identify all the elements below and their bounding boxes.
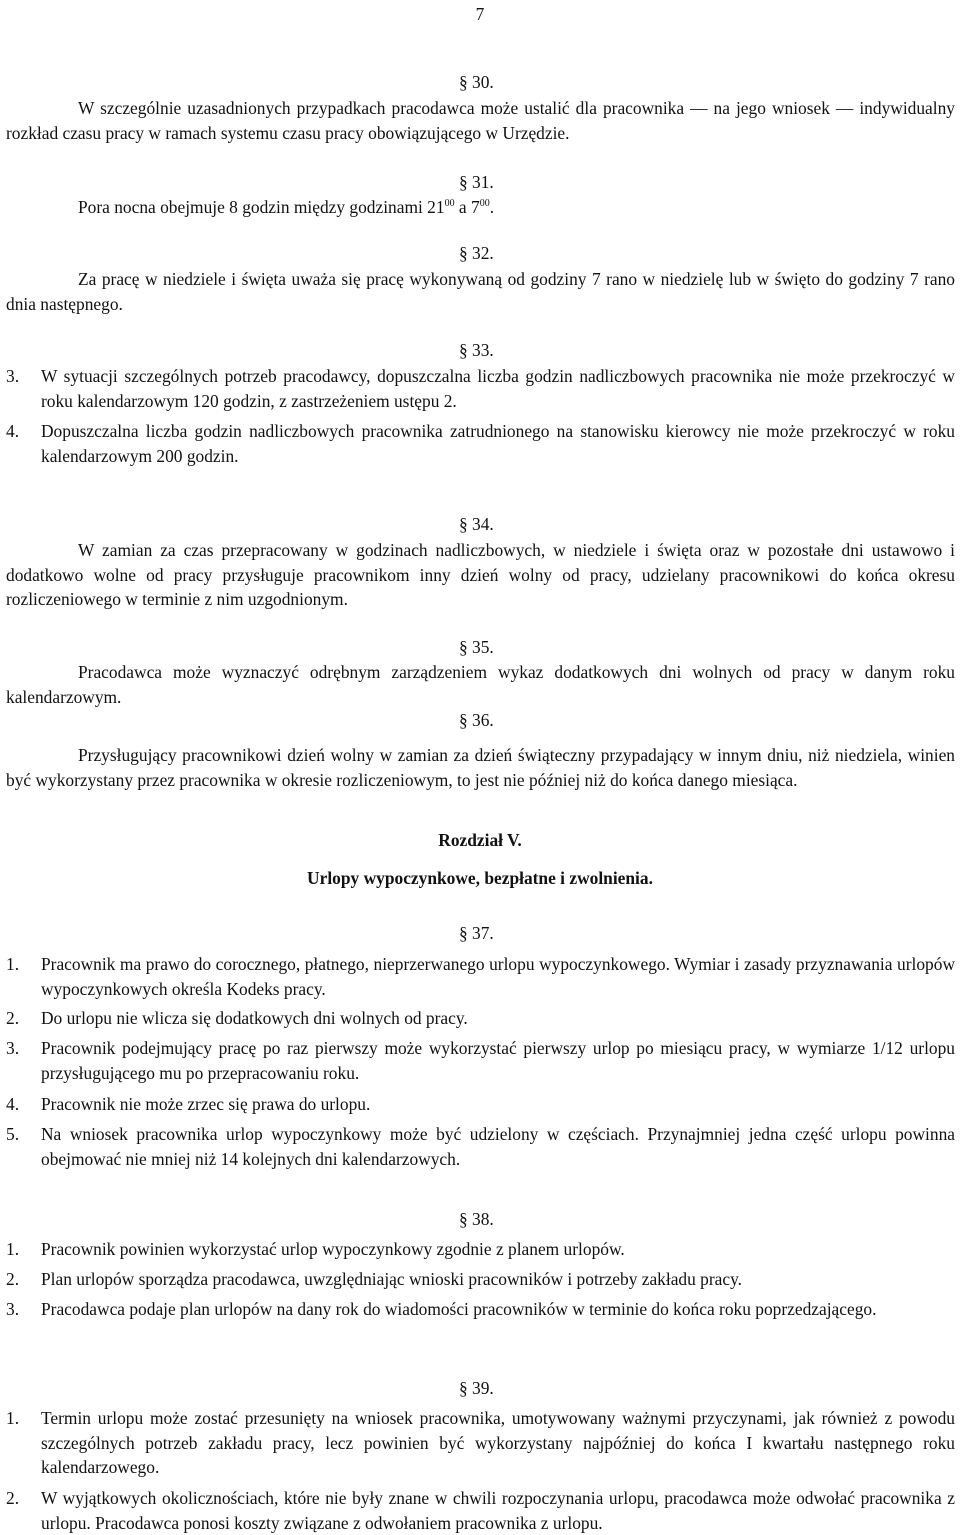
section-36-heading: § 36. [459,710,494,730]
section-37-item-num: 3. [6,1038,20,1058]
section-37-item-num: 2. [6,1008,20,1028]
section-37-item-text: Do urlopu nie wlicza się dodatkowych dni wolnych od pracy. [41,1008,468,1028]
section-39-item-num: 1. [6,1408,20,1428]
section-38-item-num: 1. [6,1239,20,1259]
section-38-item-text: Plan urlopów sporządza pracodawca, uwzględniając wnioski pracowników i potrzeby zakładu pracy. [41,1269,742,1289]
section-38-heading: § 38. [459,1209,494,1229]
section-30-heading: § 30. [459,72,494,92]
section-37-item-text: Pracownik nie może zrzec się prawa do urlopu. [41,1094,371,1114]
section-38-item-num: 2. [6,1269,20,1289]
section-32-text: Za pracę w niedziele i święta uważa się pracę wykonywaną od godziny 7 rano w niedzielę lub w święto do godziny 7 rano dnia następnego. [6,269,955,314]
chapter-subtitle: Urlopy wypoczynkowe, bezpłatne i zwolnienia. [307,868,653,888]
section-35-heading: § 35. [459,637,494,657]
section-31-heading: § 31. [459,172,494,192]
section-39-item-text: Termin urlopu może zostać przesunięty na wniosek pracownika, umotywowany ważnymi przyczynami, jak również z powodu szczególnych potrzeb zakładu pracy, lecz powinien być wykorzystany najpóźniej do końca I kwartału następnego roku kalendarzowego. [41,1408,955,1477]
section-38-item-text: Pracodawca podaje plan urlopów na dany rok do wiadomości pracowników w terminie do końca roku poprzedzającego. [41,1299,877,1319]
section-34-text: W zamian za czas przepracowany w godzinach nadliczbowych, w niedziele i święta oraz w pozostałe dni ustawowo i dodatkowo wolne od pracy przysługuje pracownikom inny dzień wolny od pracy, udzielany pracownikowi do końca okresu rozliczeniowego w terminie z nim uzgodnionym. [6,540,955,609]
section-34-heading: § 34. [459,514,494,534]
section-37-item-text: Na wniosek pracownika urlop wypoczynkowy może być udzielony w częściach. Przynajmniej jedna część urlopu powinna obejmować nie mniej niż 14 kolejnych dni kalendarzowych. [41,1124,955,1169]
section-33-item-text: Dopuszczalna liczba godzin nadliczbowych pracownika zatrudnionego na stanowisku kierowcy nie może przekroczyć w roku kalendarzowym 200 godzin. [41,421,955,466]
section-37-item-text: Pracownik podejmujący pracę po raz pierwszy może wykorzystać pierwszy urlop po miesiącu pracy, w wymiarze 1/12 urlopu przysługującego mu po przepracowaniu roku. [41,1038,955,1083]
section-33-item-num: 3. [6,366,20,386]
section-39-heading: § 39. [459,1378,494,1398]
section-39-item-num: 2. [6,1488,20,1508]
section-30-text: W szczególnie uzasadnionych przypadkach pracodawca może ustalić dla pracownika — na jego wniosek — indywidualny rozkład czasu pracy w ramach systemu czasu pracy obowiązującego w Urzędzie. [6,98,955,143]
page-number: 7 [475,4,485,24]
chapter-title: Rozdział V. [438,830,522,850]
section-37-item-text: Pracownik ma prawo do corocznego, płatnego, nieprzerwanego urlopu wypoczynkowego. Wymiar i zasady przyznawania urlopów wypoczynkowych określa Kodeks pracy. [41,954,955,999]
section-39-item-text: W wyjątkowych okolicznościach, które nie były znane w chwili rozpoczynania urlopu, pracodawca może odwołać pracownika z urlopu. Pracodawca ponosi koszty związane z odwołaniem pracownika z urlopu. [41,1488,955,1533]
section-37-item-num: 1. [6,954,20,974]
section-33-item-num: 4. [6,421,20,441]
section-36-text: Przysługujący pracownikowi dzień wolny w zamian za dzień świąteczny przypadający w innym dniu, niż niedziela, winien być wykorzystany przez pracownika w okresie rozliczeniowym, to jest nie później niż do końca danego miesiąca. [6,745,955,790]
section-33-item-text: W sytuacji szczególnych potrzeb pracodawcy, dopuszczalna liczba godzin nadliczbowych pracownika nie może przekroczyć w roku kalendarzowym 120 godzin, z zastrzeżeniem ustępu 2. [41,366,955,411]
section-37-heading: § 37. [459,923,494,943]
section-37-item-num: 5. [6,1124,20,1144]
section-38-item-text: Pracownik powinien wykorzystać urlop wypoczynkowy zgodnie z planem urlopów. [41,1239,625,1259]
section-35-text: Pracodawca może wyznaczyć odrębnym zarządzeniem wykaz dodatkowych dni wolnych od pracy w danym roku kalendarzowym. [6,662,955,707]
section-31-text: Pora nocna obejmuje 8 godzin między godzinami $21^{00}$ a $7^{00}$. [78,197,495,217]
section-33-heading: § 33. [459,340,494,360]
section-32-heading: § 32. [459,243,494,263]
section-37-item-num: 4. [6,1094,20,1114]
section-38-item-num: 3. [6,1299,20,1319]
